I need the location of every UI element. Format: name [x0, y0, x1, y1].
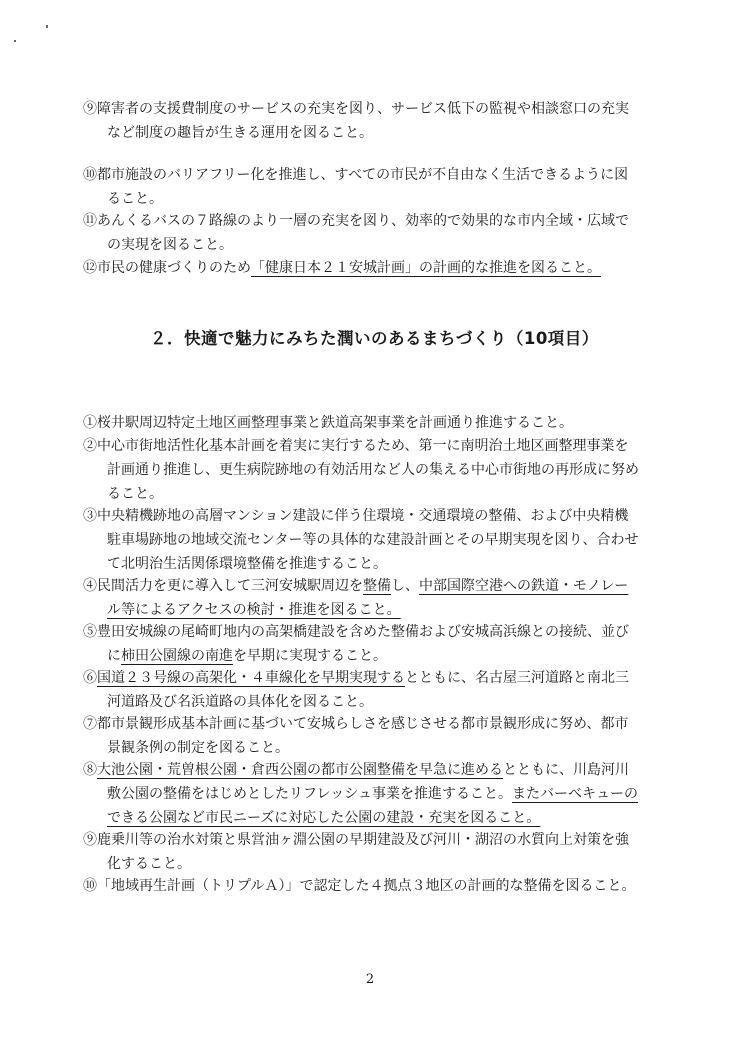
item-line: [83, 666, 683, 690]
item-line: ②中心市街地活性化基本計画を着実に実行するため、第一に南明治土地区画整理事業を: [83, 438, 629, 454]
item-line: [83, 256, 683, 280]
item-line: 化すること。: [107, 856, 191, 872]
list-item-5: [83, 620, 683, 668]
list-item-7: [83, 712, 683, 760]
list-item-10b: [83, 874, 683, 898]
scan-speck: [46, 25, 48, 28]
list-item-2: [83, 434, 683, 506]
item-text: ⑫市民の健康づくりのため: [83, 260, 251, 276]
item-line: ⑨障害者の支援費制度のサービスの充実を図り、サービス低下の監視や相談窓口の充実: [83, 101, 629, 117]
underlined-text: 中部国際空港への鉄道・モノレー: [419, 578, 629, 594]
item-text: に: [107, 648, 121, 664]
item-line: ること。: [107, 191, 163, 207]
underlined-text: またバーベキューの: [512, 786, 639, 802]
item-text: ④民間活力を更に導入して三河安城駅周辺を: [83, 578, 363, 594]
list-item-12: [83, 256, 683, 280]
underlined-text: 「健康日本２１安城計画」の計画的な推進を図ること。: [251, 260, 601, 276]
underlined-text: 大池公園・荒曽根公園・倉西公園の都市公園整備を早急に進める: [97, 762, 503, 778]
list-item-10: [83, 163, 683, 211]
item-line: [83, 782, 683, 806]
item-line: ること。: [107, 486, 163, 502]
list-item-9: [83, 97, 683, 145]
item-line: [83, 598, 683, 622]
list-item-4: [83, 574, 683, 622]
item-text: し、: [391, 578, 419, 594]
underlined-text: 柿田公園線の南進: [121, 648, 233, 664]
underlined-text: 国道２３号線の高架化・４車線化を早期実現する: [97, 670, 405, 686]
item-line: 駐車場跡地の地域交流センター等の具体的な建設計画とその早期実現を図り、合わせ: [107, 532, 639, 548]
item-line: ⑩都市施設のバリアフリー化を推進し、すべての市民が不自由なく生活できるように図: [83, 167, 629, 183]
list-item-11: [83, 209, 683, 257]
scan-speck: [14, 40, 16, 42]
list-item-9b: [83, 828, 683, 876]
item-line: の実現を図ること。: [107, 237, 233, 253]
item-line: 計画通り推進し、更生病院跡地の有効活用など人の集える中心市街地の再形成に努め: [107, 462, 639, 478]
item-line: [83, 644, 683, 668]
item-line: [83, 758, 683, 782]
item-line: ⑨鹿乗川等の治水対策と県営油ヶ淵公園の早期建設及び河川・湖沼の水質向上対策を強: [83, 832, 629, 848]
list-item-6: [83, 666, 683, 714]
item-line: 河道路及び名浜道路の具体化を図ること。: [107, 694, 373, 710]
item-line: など制度の趣旨が生きる運用を図ること。: [107, 125, 373, 141]
item-line: ⑪あんくるバスの７路線のより一層の充実を図り、効率的で効果的な市内全域・広域で: [83, 213, 629, 229]
list-item-8: [83, 758, 683, 830]
page-number: 2: [365, 972, 375, 987]
item-text: とともに、川島河川: [503, 762, 629, 778]
item-line: ⑤豊田安城線の尾崎町地内の高架橋建設を含めた整備および安城高浜線との接続、並び: [83, 624, 629, 640]
item-text: を早期に実現すること。: [233, 648, 387, 664]
item-line: ⑦都市景観形成基本計画に基づいて安城らしさを感じさせる都市景観形成に努め、都市: [83, 716, 629, 732]
item-line: [83, 806, 683, 830]
item-text: ⑧: [83, 762, 97, 778]
section-heading: ２．快適で魅力にみちた潤いのあるまちづくり（10項目）: [150, 329, 599, 348]
underlined-text: ル等によるアクセスの検討・推進を図ること。: [107, 602, 401, 618]
item-line: ⑩「地域再生計画（トリプルＡ）」で認定した４拠点３地区の計画的な整備を図ること。: [83, 878, 636, 894]
item-text: ⑥: [83, 670, 97, 686]
underlined-text: できる公園など市民ニーズに対応した公園の建設・充実を図ること。: [107, 810, 541, 826]
list-item-1: [83, 411, 683, 435]
item-text: とともに、名古屋三河道路と南北三: [405, 670, 629, 686]
item-line: [83, 574, 683, 598]
item-line: ③中央精機跡地の高層マンション建設に伴う住環境・交通環境の整備、および中央精機: [83, 508, 629, 524]
item-line: て北明治生活関係環境整備を推進すること。: [107, 556, 387, 572]
underlined-text: 整備: [363, 578, 391, 594]
item-text: 敷公園の整備をはじめとしたリフレッシュ事業を推進すること。: [107, 786, 513, 802]
item-line: 景観条例の制定を図ること。: [107, 740, 289, 756]
item-line: ①桜井駅周辺特定土地区画整理事業と鉄道高架事業を計画通り推進すること。: [83, 415, 573, 431]
list-item-3: [83, 504, 683, 576]
